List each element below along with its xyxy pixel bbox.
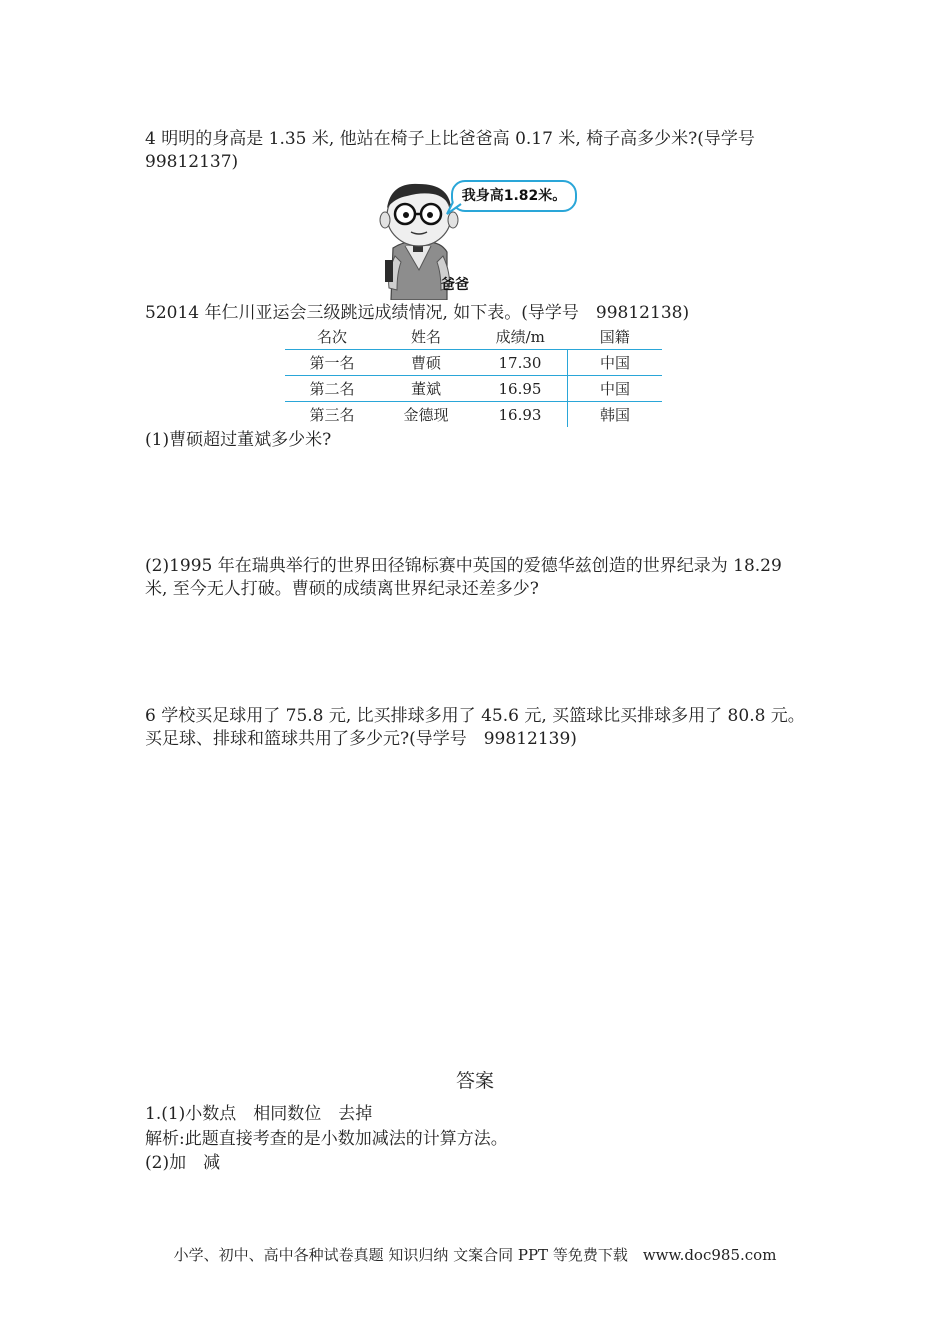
answer-explanation: 解析:此题直接考查的是小数加减法的计算方法。 xyxy=(145,1129,508,1149)
table-cell: 中国 xyxy=(568,350,663,376)
dad-illustration xyxy=(375,178,585,300)
table-cell: 16.95 xyxy=(473,376,568,402)
answer-line-2: (2)加 减 xyxy=(145,1153,221,1173)
answer-line-1: 1.(1)小数点 相同数位 去掉 xyxy=(145,1104,373,1124)
footer-text: 小学、初中、高中各种试卷真题 知识归纳 文案合同 PPT 等免费下载 www.doc985.com xyxy=(173,1246,777,1264)
table-header-cell: 成绩/m xyxy=(495,327,545,346)
table-cell: 曹硕 xyxy=(379,350,473,376)
speech-tail-icon xyxy=(445,200,465,216)
question-5-part-1: (1)曹硕超过董斌多少米? xyxy=(145,430,332,450)
question-5: 52014 年仁川亚运会三级跳远成绩情况, 如下表。(导学号 99812138) xyxy=(145,303,690,323)
table-header-cell: 国籍 xyxy=(599,327,630,346)
table-cell: 董斌 xyxy=(379,376,473,402)
question-5-part-2: (2)1995 年在瑞典举行的世界田径锦标赛中英国的爱德华兹创造的世界纪录为 18.29 米, 至今无人打破。曹硕的成绩离世界纪录还差多少? xyxy=(145,556,782,599)
dad-label: 爸爸 xyxy=(441,277,469,293)
table-row xyxy=(285,402,662,428)
table-cell: 17.30 xyxy=(473,350,568,376)
table-row xyxy=(285,350,662,376)
table-cell: 第二名 xyxy=(285,376,379,402)
table-cell: 金德现 xyxy=(379,402,473,428)
table-header-cell: 姓名 xyxy=(410,327,441,346)
question-6: 6 学校买足球用了 75.8 元, 比买排球多用了 45.6 元, 买篮球比买排球多用了 80.8 元。买足球、排球和篮球共用了多少元?(导学号 99812139) xyxy=(145,706,805,749)
table-header-row xyxy=(285,323,662,350)
answers-title: 答案 xyxy=(455,1070,494,1092)
table-row xyxy=(285,376,662,402)
question-4: 4 明明的身高是 1.35 米, 他站在椅子上比爸爸高 0.17 米, 椅子高多少米?(导学号 99812137) xyxy=(145,129,755,172)
table-cell: 第一名 xyxy=(285,350,379,376)
speech-bubble-text: 我身高1.82米。 xyxy=(461,188,567,204)
table-cell: 中国 xyxy=(568,376,663,402)
speech-bubble xyxy=(451,180,577,212)
results-table xyxy=(285,323,662,427)
table-cell: 第三名 xyxy=(285,402,379,428)
table-cell: 韩国 xyxy=(568,402,663,428)
table-header-cell: 名次 xyxy=(316,327,347,346)
table-cell: 16.93 xyxy=(473,402,568,428)
